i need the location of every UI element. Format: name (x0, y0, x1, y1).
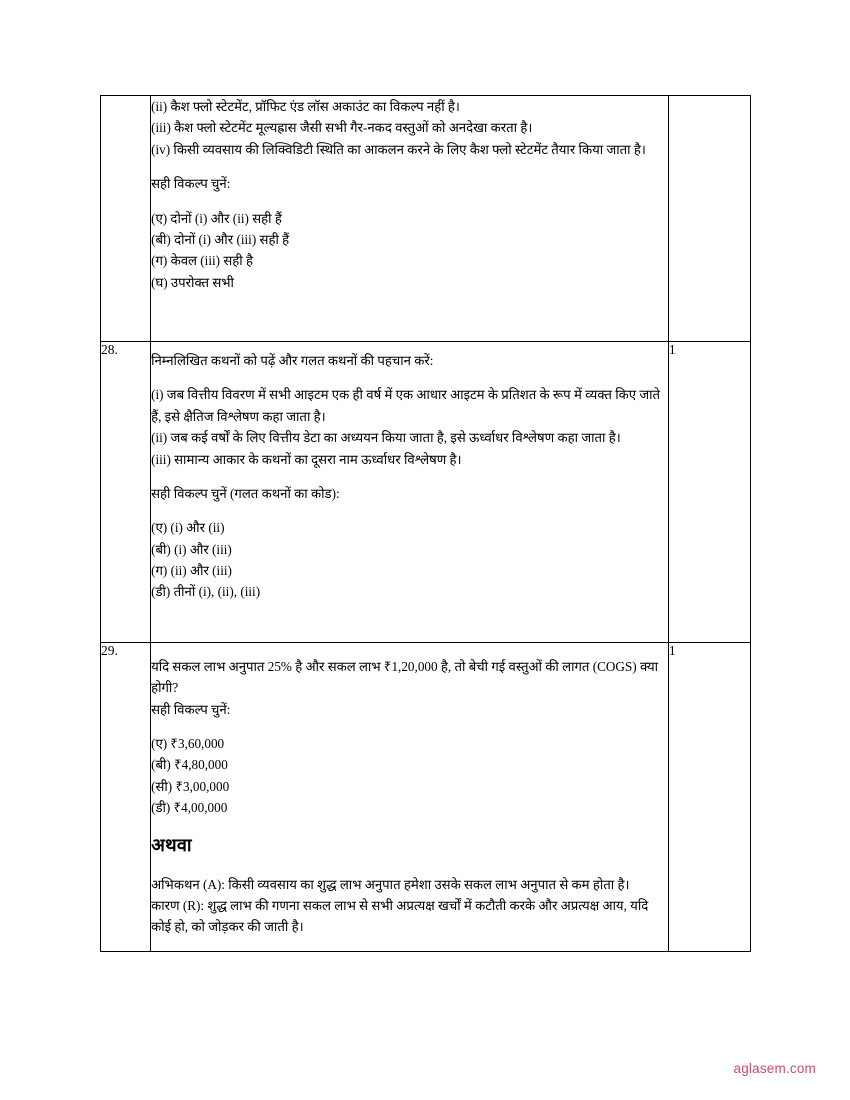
option-d: (डी) तीनों (i), (ii), (iii) (151, 584, 261, 600)
question-intro: यदि सकल लाभ अनुपात 25% है और सकल लाभ ₹1,20,000 है, तो बेची गई वस्तुओं की लागत (COGS) क्या होगी? (151, 658, 659, 696)
statement-line: (ii) जब कई वर्षों के लिए वित्तीय डेटा का अध्ययन किया जाता है, इसे ऊर्ध्वाधर विश्लेषण कहा जाता है। (151, 430, 621, 446)
question-number-cell: 28. (101, 342, 151, 643)
option-b: (बी) ₹4,80,000 (151, 757, 228, 773)
choose-option-prompt: सही विकल्प चुनें (गलत कथनों का कोड): (151, 485, 340, 501)
spacer (151, 720, 668, 733)
reason-text: कारण (R): शुद्ध लाभ की गणना सकल लाभ से सभी अप्रत्यक्ष खर्चों में कटौती करके और अप्रत्यक्ष आय, यदि कोई हो, को जोड़कर की जाती है। (151, 897, 649, 935)
marks-cell: 1 (668, 342, 750, 643)
spacer (151, 342, 668, 350)
question-number-cell (101, 96, 151, 342)
spacer (151, 470, 668, 483)
statement-line: (iv) किसी व्यवसाय की लिक्विडिटी स्थिति का आकलन करने के लिए कैश फ्लो स्टेटमेंट तैयार किया जाता है। (151, 141, 646, 157)
option-a: (ए) दोनों (i) और (ii) सही हैं (151, 210, 282, 226)
spacer (151, 629, 668, 642)
question-number-cell: 29. (101, 642, 151, 951)
question-intro: निम्नलिखित कथनों को पढ़ें और गलत कथनों की पहचान करें: (151, 353, 434, 368)
spacer (151, 371, 668, 384)
option-b: (बी) (i) और (iii) (151, 541, 232, 557)
marks-cell (668, 96, 750, 342)
question-body-cell (151, 342, 669, 643)
spacer (151, 603, 668, 616)
statement-line: (iii) सामान्य आकार के कथनों का दूसरा नाम ऊर्ध्वाधर विश्लेषण है। (151, 451, 462, 467)
option-c: (सी) ₹3,00,000 (151, 778, 230, 794)
option-b: (बी) दोनों (i) और (iii) सही हैं (151, 231, 290, 247)
or-label: अथवा (151, 835, 192, 856)
question-body-cell (151, 96, 669, 342)
option-d: (डी) ₹4,00,000 (151, 800, 228, 815)
spacer (151, 160, 668, 173)
spacer (151, 643, 668, 656)
option-a: (ए) (i) और (ii) (151, 520, 225, 536)
spacer (151, 938, 668, 951)
assertion-text: अभिकथन (A): किसी व्यवसाय का शुद्ध लाभ अनुपात हमेशा उसके सकल लाभ अनुपात से कम होता है। (151, 876, 630, 892)
spacer (151, 195, 668, 208)
choose-option-prompt: सही विकल्प चुनें: (151, 176, 231, 192)
option-a: (ए) ₹3,60,000 (151, 735, 225, 751)
spacer (151, 616, 668, 629)
question-table (100, 95, 751, 952)
table-row (101, 342, 751, 643)
statement-line: (ii) कैश फ्लो स्टेटमेंट, प्रॉफिट एंड लॉस अकाउंट का विकल्प नहीं है। (151, 99, 460, 114)
question-body-cell (151, 642, 669, 951)
table-row (101, 96, 751, 342)
spacer (151, 818, 668, 831)
choose-option-prompt: सही विकल्प चुनें: (151, 701, 231, 717)
marks-cell: 1 (668, 642, 750, 951)
option-d: (घ) उपरोक्त सभी (151, 274, 234, 290)
spacer (151, 861, 668, 874)
statement-line: (i) जब वित्तीय विवरण में सभी आइटम एक ही वर्ष में एक आधार आइटम के प्रतिशत के रूप में व्यक्त किए जाते हैं, इसे क्षैतिज विश्लेषण कहा जाता है। (151, 387, 661, 424)
table-row (101, 642, 751, 951)
option-c: (ग) (ii) और (iii) (151, 563, 232, 578)
site-watermark: aglasem.com (733, 1061, 816, 1076)
statement-line: (iii) कैश फ्लो स्टेटमेंट मूल्यह्रास जैसी सभी गैर-नकद वस्तुओं को अनदेखा करता है। (151, 120, 533, 136)
spacer (151, 504, 668, 517)
option-c: (ग) केवल (iii) सही है (151, 253, 253, 269)
